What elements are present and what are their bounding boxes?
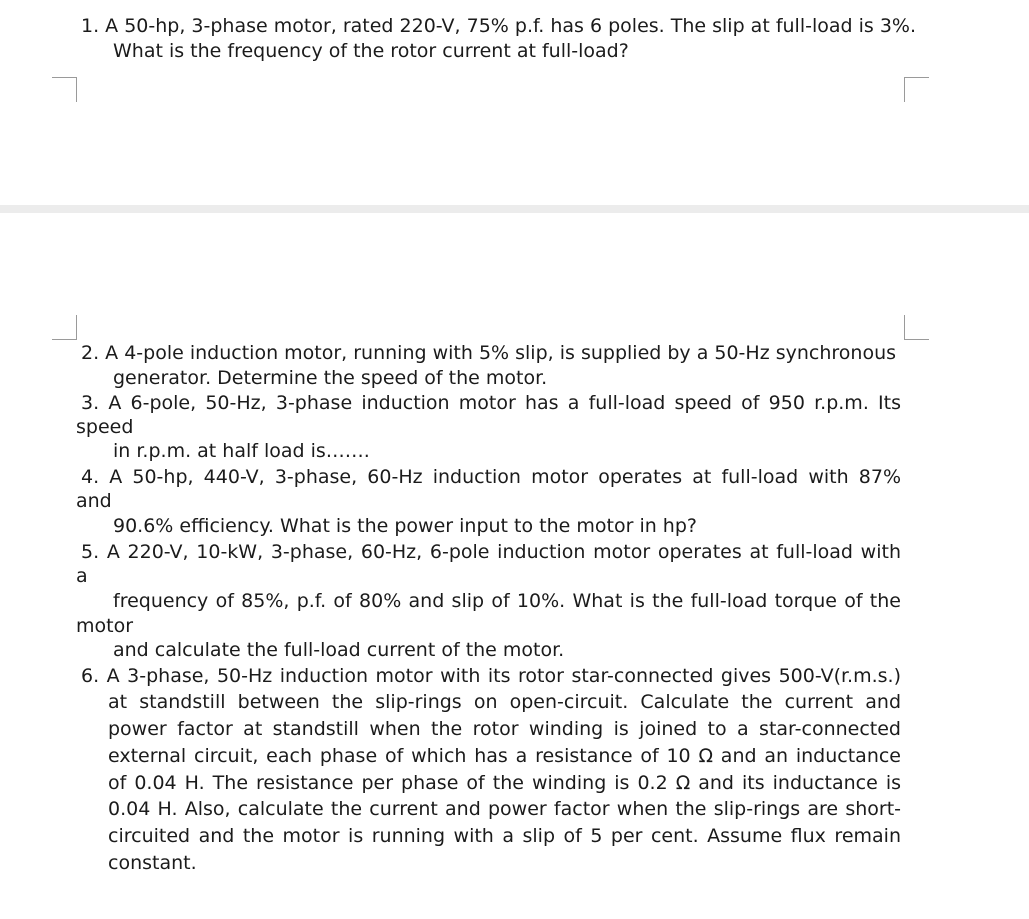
margin-corner-top-right — [904, 77, 929, 102]
question-6-line-5: of 0.04 H. The resistance per phase of the winding is 0.2 Ω and its inductance is — [108, 772, 901, 794]
question-1-line-1: 1. A 50-hp, 3-phase motor, rated 220-V, 75% p.f. has 6 poles. The slip at full-load is 3%. — [81, 15, 917, 37]
question-2-line-2: generator. Determine the speed of the motor. — [113, 367, 548, 389]
question-5-line-4: motor — [76, 615, 134, 637]
question-1-line-2: What is the frequency of the rotor current at full-load? — [113, 40, 629, 62]
question-5-line-5: and calculate the full-load current of the motor. — [113, 639, 565, 661]
question-4-line-2: and — [76, 490, 112, 512]
question-5-line-2: a — [76, 565, 88, 587]
question-5-line-1: 5. A 220-V, 10-kW, 3-phase, 60-Hz, 6-pole induction motor operates at full-load with — [81, 541, 901, 563]
margin-corner-top-left — [52, 77, 77, 102]
question-4-line-1: 4. A 50-hp, 440-V, 3-phase, 60-Hz induction motor operates at full-load with 87% — [81, 466, 901, 488]
margin-corner-bottom-right — [904, 315, 929, 340]
question-6-line-4: external circuit, each phase of which has a resistance of 10 Ω and an inductance — [108, 745, 901, 767]
question-3-line-1: 3. A 6-pole, 50-Hz, 3-phase induction motor has a full-load speed of 950 r.p.m. Its — [81, 392, 901, 414]
question-6-line-8: constant. — [108, 852, 197, 874]
question-6-line-6: 0.04 H. Also, calculate the current and power factor when the slip-rings are short- — [108, 798, 901, 820]
question-6-line-1: 6. A 3-phase, 50-Hz induction motor with its rotor star-connected gives 500-V(r.m.s.) — [81, 665, 901, 687]
question-6-line-7: circuited and the motor is running with a slip of 5 per cent. Assume flux remain — [108, 825, 901, 847]
question-3-line-2: speed — [76, 416, 134, 438]
margin-corner-bottom-left — [52, 315, 77, 340]
question-6-line-2: at standstill between the slip-rings on open-circuit. Calculate the current and — [108, 691, 901, 713]
question-5-line-3: frequency of 85%, p.f. of 80% and slip of 10%. What is the full-load torque of the — [113, 590, 901, 612]
question-2-line-1: 2. A 4-pole induction motor, running with 5% slip, is supplied by a 50-Hz synchronous — [81, 342, 897, 364]
page-separator — [0, 205, 1029, 213]
question-3-line-3: in r.p.m. at half load is……. — [113, 440, 370, 462]
question-6-line-3: power factor at standstill when the rotor winding is joined to a star-connected — [108, 718, 901, 740]
question-4-line-3: 90.6% efficiency. What is the power input to the motor in hp? — [113, 515, 697, 537]
